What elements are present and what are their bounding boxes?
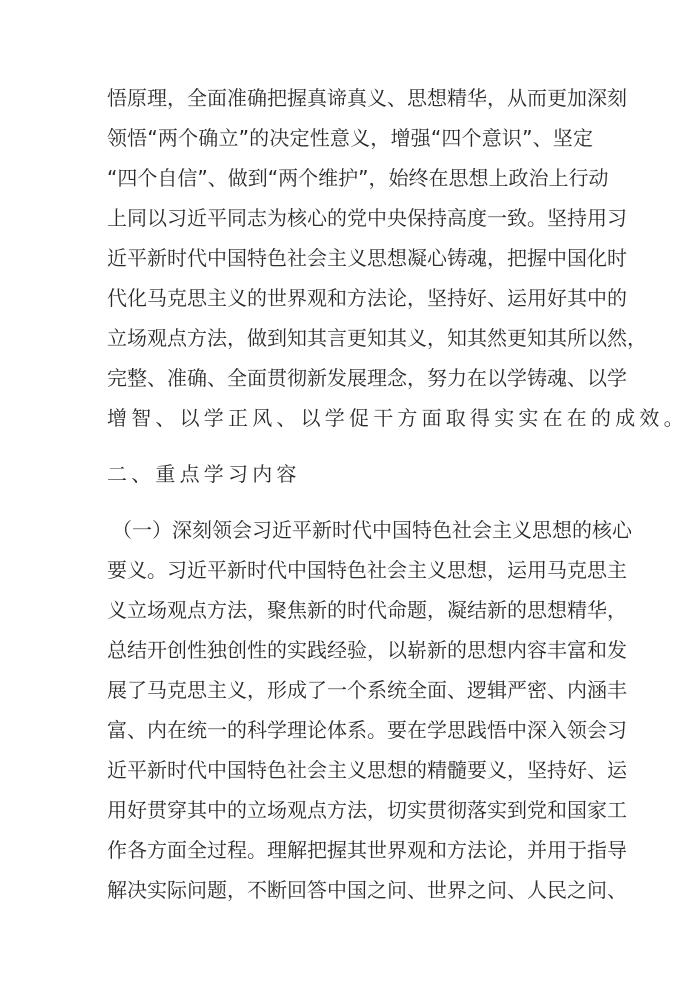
text-line: 富、内在统一的科学理论体系。要在学思践悟中深入领会习 <box>107 718 627 742</box>
text-line: 领悟“两个确立”的决定性意义，增强“四个意识”、坚定 <box>107 126 593 150</box>
section-heading: 二、重点学习内容 <box>107 462 301 486</box>
text-line: 展了马克思主义，形成了一个系统全面、逻辑严密、内涵丰 <box>107 678 627 702</box>
text-line: 立场观点方法，做到知其言更知其义，知其然更知其所以然， <box>107 326 647 350</box>
text-line: 总结开创性独创性的实践经验，以崭新的思想内容丰富和发 <box>107 638 627 662</box>
text-line: 义立场观点方法，聚焦新的时代命题，凝结新的思想精华， <box>107 598 627 622</box>
text-line: 要义。习近平新时代中国特色社会主义思想，运用马克思主 <box>107 558 627 582</box>
text-line: 近平新时代中国特色社会主义思想凝心铸魂，把握中国化时 <box>107 246 627 270</box>
text-line: 近平新时代中国特色社会主义思想的精髓要义，坚持好、运 <box>107 758 627 782</box>
text-line: （一）深刻领会习近平新时代中国特色社会主义思想的核心 <box>112 518 632 542</box>
text-line: 完整、准确、全面贯彻新发展理念，努力在以学铸魂、以学 <box>107 366 627 390</box>
text-line: 悟原理，全面准确把握真谛真义、思想精华，从而更加深刻 <box>107 86 627 110</box>
text-line: 用好贯穿其中的立场观点方法，切实贯彻落实到党和国家工 <box>107 798 627 822</box>
text-line: 作各方面全过程。理解把握其世界观和方法论，并用于指导 <box>107 838 627 862</box>
text-line: “四个自信”、做到“两个维护”，始终在思想上政治上行动 <box>107 166 609 190</box>
text-line: 代化马克思主义的世界观和方法论，坚持好、运用好其中的 <box>107 286 627 310</box>
text-line: 解决实际问题，不断回答中国之问、世界之问、人民之问、 <box>107 878 627 902</box>
text-line: 上同以习近平同志为核心的党中央保持高度一致。坚持用习 <box>107 206 627 230</box>
text-line: 增智、以学正风、以学促干方面取得实实在在的成效。 <box>107 406 688 430</box>
